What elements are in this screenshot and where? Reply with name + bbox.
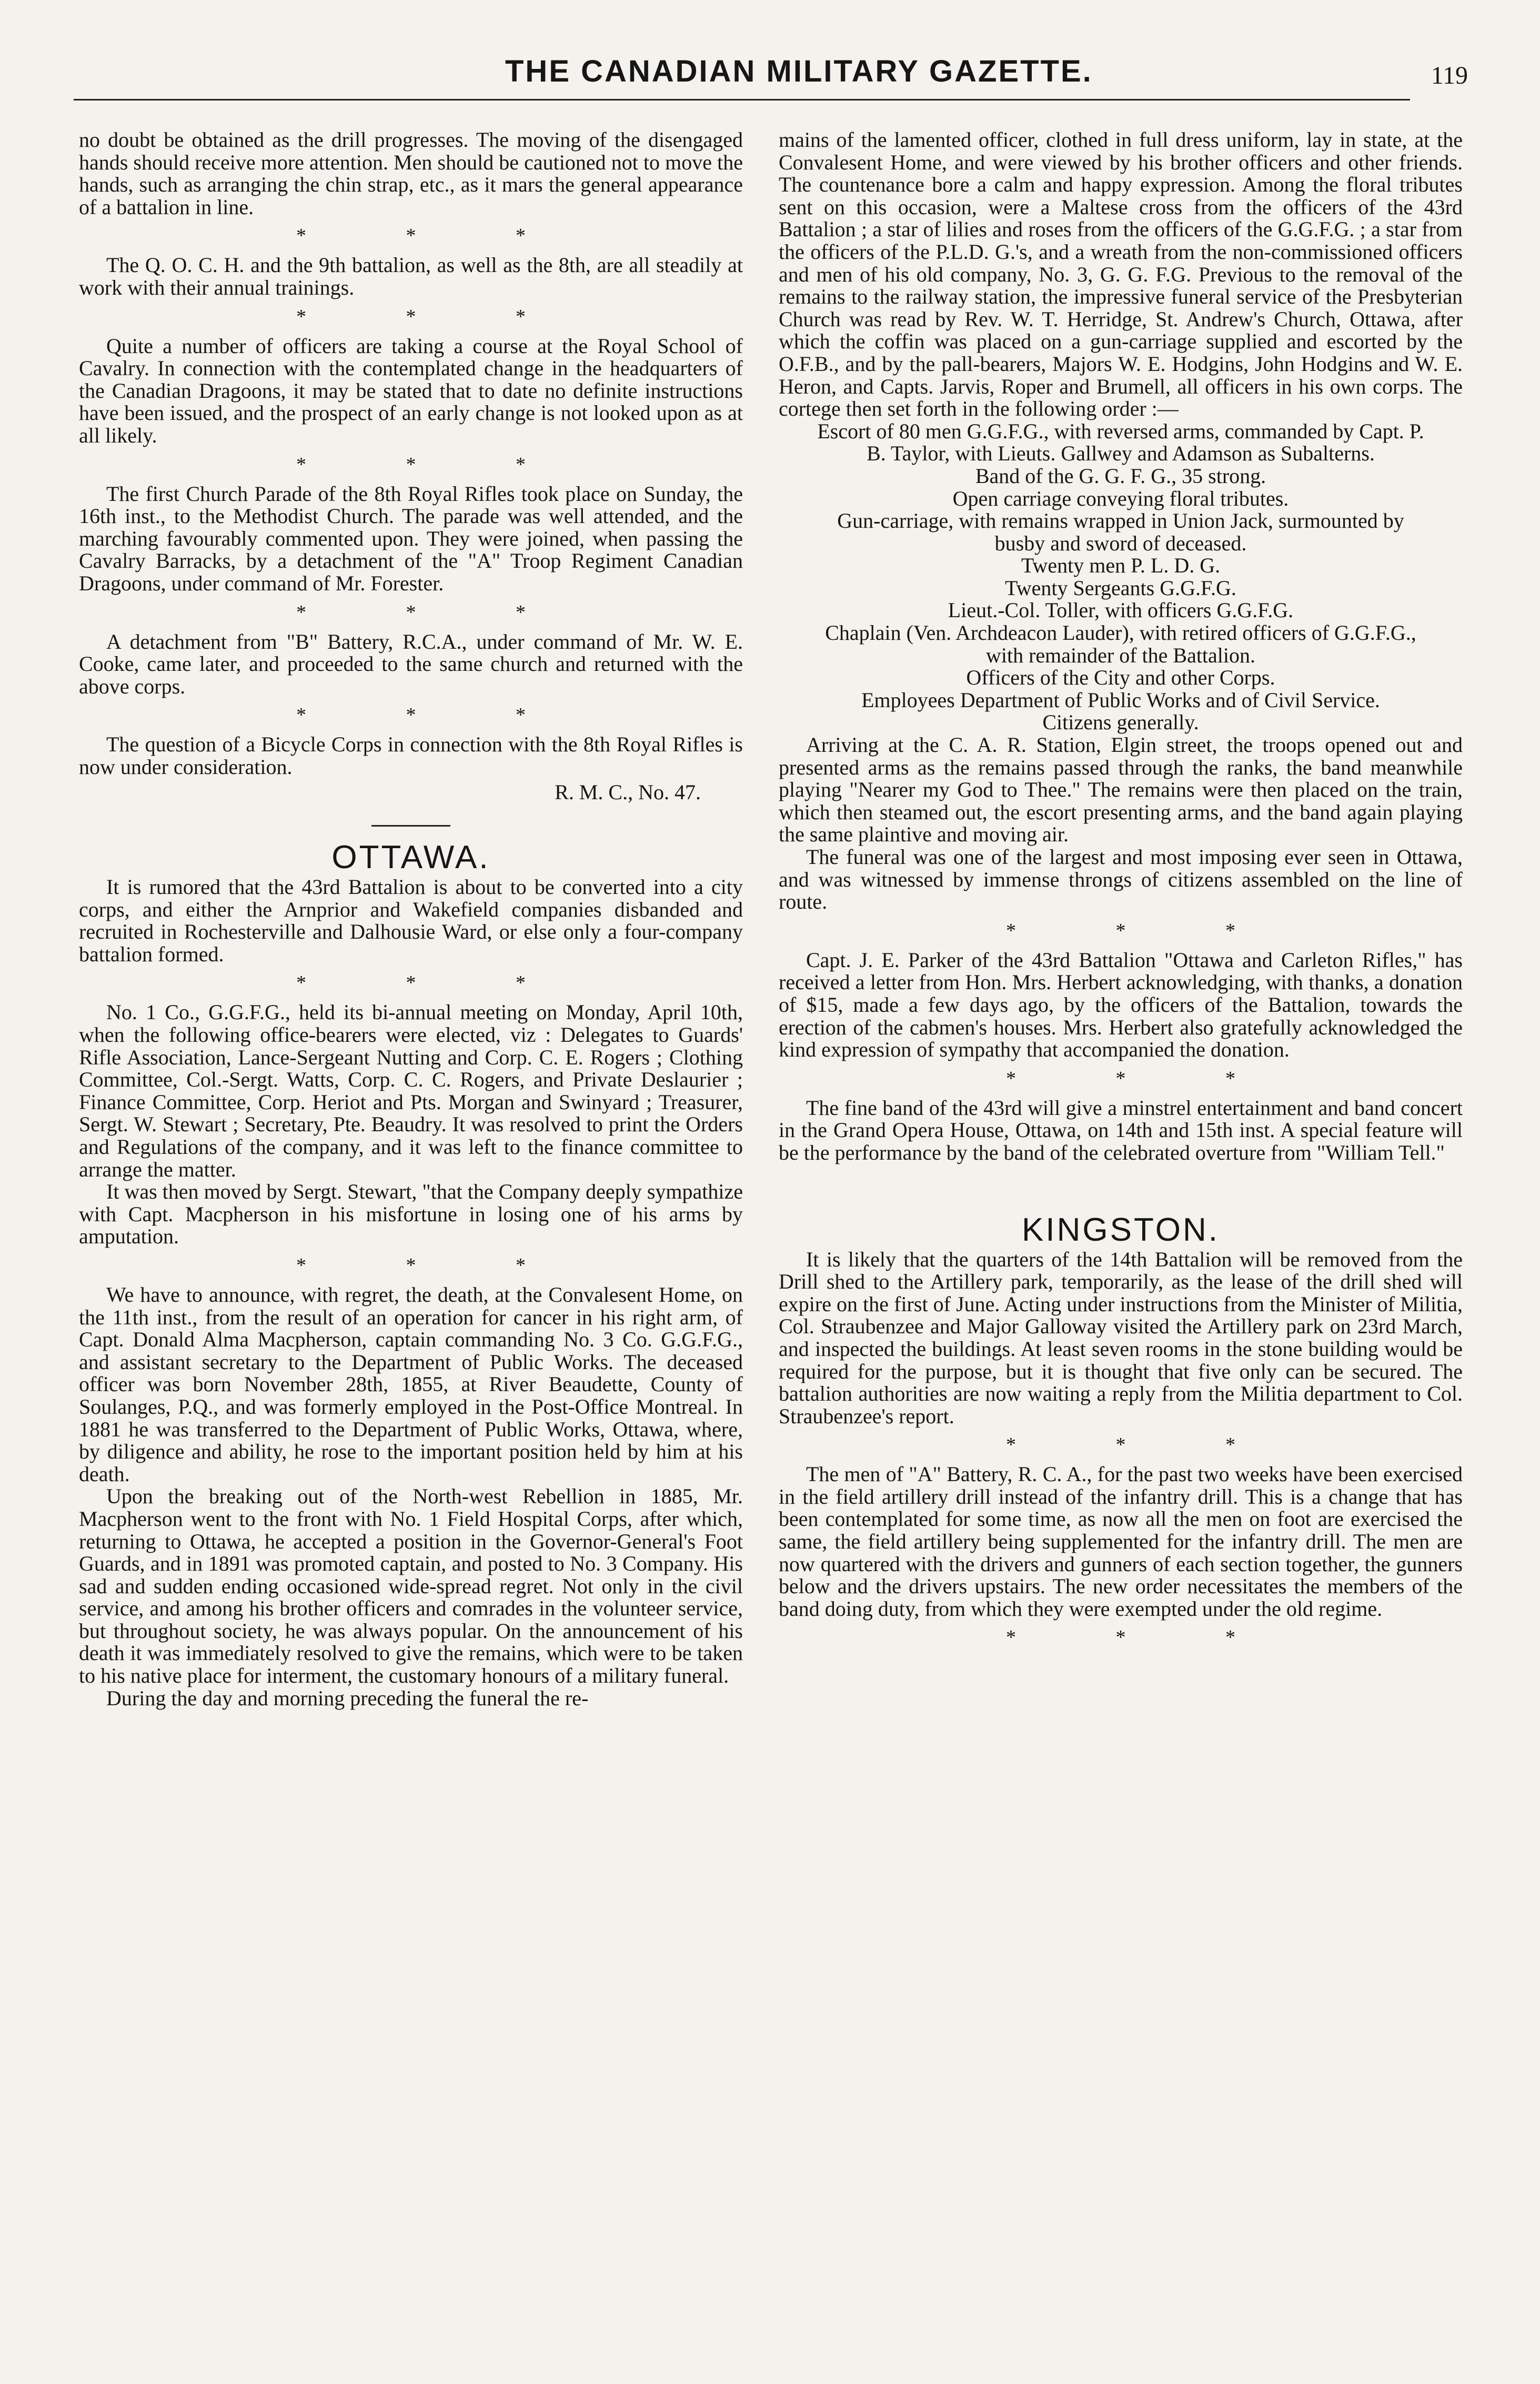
funeral-procession-order	[779, 420, 1463, 734]
section-separator: * * *	[296, 601, 573, 623]
article-paragraph: Quite a number of officers are taking a course at the Royal School of Cavalry. In connection with the contemplated change in the headquarters of the Canadian Dragoons, it may be stated that to date no definite instructions have been issued, and the prospect of an early change is not looked upon as at all likely.	[79, 334, 743, 447]
procession-line: Gun-carriage, with remains wrapped in Union Jack, surmounted by busby and sword of deceased.	[837, 509, 1404, 555]
correspondent-signature: R. M. C., No. 47.	[555, 780, 701, 804]
page-number: 119	[1431, 62, 1468, 89]
left-column	[79, 129, 743, 1709]
article-paragraph: It was then moved by Sergt. Stewart, "that the Company deeply sympathize with Capt. Macpherson in his misfortune in losing one of his arms by amputation.	[79, 1180, 743, 1249]
procession-line: Escort of 80 men G.G.F.G., with reversed arms, commanded by Capt. P. B. Taylor, with Lieuts. Gallwey and Adamson as Subalterns.	[817, 419, 1424, 466]
section-separator: * * *	[1006, 1626, 1283, 1649]
article-paragraph: The first Church Parade of the 8th Royal Rifles took place on Sunday, the 16th inst., to the Methodist Church. The parade was well attended, and the marching favourably commented upon. They were joined, when passing the Cavalry Barracks, by a detachment of the "A" Troop Regiment Canadian Dragoons, under command of Mr. Forester.	[79, 481, 743, 595]
procession-line: Employees Department of Public Works and of Civil Service.	[861, 688, 1380, 712]
article-paragraph: mains of the lamented officer, clothed in full dress uniform, lay in state, at the Convalesent Home, and were viewed by his brother officers and other friends. The countenance bore a calm and happy expression. Among the floral tributes sent on this occasion, were a Maltese cross from the officers of the 43rd Battalion ; a star of lilies and roses from the officers of the G.G.F.G. ; a star from the officers of the P.L.D. G.'s, and a wreath from the non-commissioned officers and men of his old company, No. 3, G. G. F.G. Previous to the removal of the remains to the railway station, the impressive funeral service of the Presbyterian Church was read by Rev. W. T. Herridge, St. Andrew's Church, Ottawa, after which the coffin was placed on a gun-carriage supplied and escorted by the O.F.B., and by the pall-bearers, Majors W. E. Hodgins, John Hodgins and W. E. Heron, and Capts. Jarvis, Roper and Brumell, all officers in his own corps. The cortege then set forth in the following order :—	[779, 128, 1463, 421]
column-spacer	[779, 1164, 1463, 1212]
procession-line: Officers of the City and other Corps.	[966, 666, 1275, 690]
section-separator: * * *	[296, 972, 573, 994]
article-paragraph: It is rumored that the 43rd Battalion is about to be converted into a city corps, and either the Arnprior and Wakefield companies disbanded and recruited in Rochesterville and Dalhousie Ward, or else only a four-company battalion formed.	[79, 875, 743, 966]
section-heading-kingston: KINGSTON.	[1022, 1211, 1220, 1248]
procession-line: Citizens generally.	[1042, 710, 1199, 735]
section-separator: * * *	[296, 453, 573, 476]
section-separator: * * *	[296, 225, 573, 247]
procession-line: Open carriage conveying floral tributes.	[952, 486, 1289, 510]
section-separator: * * *	[1006, 919, 1283, 942]
section-separator: * * *	[1006, 1067, 1283, 1090]
article-paragraph: The fine band of the 43rd will give a minstrel entertainment and band concert in the Grand Opera House, Ottawa, on 14th and 15th inst. A special feature will be the performance by the band of the celebrated overture from "William Tell."	[779, 1095, 1463, 1164]
procession-line: Band of the G. G. F. G., 35 strong.	[975, 464, 1266, 488]
article-paragraph: We have to announce, with regret, the death, at the Convalesent Home, on the 11th inst., from the result of an operation for cancer in his right arm, of Capt. Donald Alma Macpherson, captain commanding No. 3 Co. G.G.F.G., and assistant secretary to the Department of Public Works. The deceased officer was born November 28th, 1855, at River Beaudette, County of Soulanges, P.Q., and was formerly employed in the Post-Office Montreal. In 1881 he was transferred to the Department of Public Works, Ottawa, where, by diligence and ability, he rose to the important position held by him at his death.	[79, 1282, 743, 1486]
masthead	[74, 48, 1468, 106]
page-title: THE CANADIAN MILITARY GAZETTE.	[505, 54, 1093, 88]
article-paragraph: no doubt be obtained as the drill progresses. The moving of the disengaged hands should receive more attention. Men should be cautioned not to move the hands, such as arranging the chin strap, etc., as it mars the general appearance of a battalion in line.	[79, 128, 743, 219]
article-paragraph: It is likely that the quarters of the 14th Battalion will be removed from the Drill shed to the Artillery park, temporarily, as the lease of the drill shed will expire on the first of June. Acting under instructions from the Minister of Militia, Col. Straubenzee and Major Galloway visited the Artillery park on 23rd March, and inspected the buildings. At least seven rooms in the stone building would be required for the purpose, but it is thought that five only can be secured. The battalion authorities are now waiting a reply from the Militia department to Col. Straubenzee's report.	[779, 1247, 1463, 1428]
procession-line: Lieut.-Col. Toller, with officers G.G.F.G.	[948, 598, 1294, 622]
article-paragraph: Capt. J. E. Parker of the 43rd Battalion "Ottawa and Carleton Rifles," has received a letter from Hon. Mrs. Herbert acknowledging, with thanks, a donation of $15, made a few days ago, by the officers of the Battalion, towards the erection of the cabmen's houses. Mrs. Herbert also gratefully acknowledged the kind expression of sympathy that accompanied the donation.	[779, 948, 1463, 1062]
article-paragraph: Upon the breaking out of the North-west Rebellion in 1885, Mr. Macpherson went to the front with No. 1 Field Hospital Corps, after which, returning to Ottawa, he accepted a position in the Governor-General's Foot Guards, and in 1891 was promoted captain, and posted to No. 3 Company. His sad and sudden ending occasioned wide-spread regret. Not only in the civil service, and among his brother officers and comrades in the volunteer service, but throughout society, he was always popular. On the announcement of his death it was immediately resolved to give the remains, which were to be taken to his native place for interment, the customary honours of a military funeral.	[79, 1484, 743, 1688]
procession-line: Twenty men P. L. D. G.	[1021, 554, 1221, 578]
section-separator: * * *	[296, 704, 573, 727]
article-paragraph: A detachment from "B" Battery, R.C.A., under command of Mr. W. E. Cooke, came later, and proceeded to the same church and returned with the above corps.	[79, 629, 743, 698]
procession-line: Twenty Sergeants G.G.F.G.	[1005, 576, 1236, 600]
heading-rule	[371, 825, 450, 827]
header-rule	[74, 99, 1410, 100]
article-paragraph: Arriving at the C. A. R. Station, Elgin street, the troops opened out and presented arms as the remains passed through the ranks, the band meanwhile playing "Nearer my God to Thee." The remains were then placed on the train, which then steamed out, the escort presenting arms, and the band again playing the same plaintive and moving air.	[779, 733, 1463, 847]
article-paragraph: The Q. O. C. H. and the 9th battalion, as well as the 8th, are all steadily at work with their annual trainings.	[79, 253, 743, 299]
article-paragraph: During the day and morning preceding the funeral the re-	[106, 1686, 589, 1710]
section-separator: * * *	[296, 1254, 573, 1276]
section-separator: * * *	[296, 305, 573, 328]
section-separator: * * *	[1006, 1434, 1283, 1456]
procession-line: Chaplain (Ven. Archdeacon Lauder), with retired officers of G.G.F.G., with remainder of the Battalion.	[825, 621, 1416, 667]
section-heading-ottawa: OTTAWA.	[331, 839, 490, 876]
right-column	[779, 129, 1463, 1656]
article-paragraph: The funeral was one of the largest and most imposing ever seen in Ottawa, and was witnessed by immense throngs of citizens assembled on the line of route.	[779, 845, 1463, 914]
article-paragraph: The question of a Bicycle Corps in connection with the 8th Royal Rifles is now under consideration.	[79, 732, 743, 779]
article-paragraph: The men of "A" Battery, R. C. A., for the past two weeks have been exercised in the field artillery drill instead of the infantry drill. This is a change that has been contemplated for some time, as now all the men on foot are exercised the same, the field artillery being supplemented for the infantry drill. The men are now quartered with the drivers and gunners of each section together, the gunners below and the drivers upstairs. The new order necessitates the members of the band doing duty, from which they were exempted under the old regime.	[779, 1462, 1463, 1621]
article-paragraph: No. 1 Co., G.G.F.G., held its bi-annual meeting on Monday, April 10th, when the following office-bearers were elected, viz : Delegates to Guards' Rifle Association, Lance-Sergeant Nutting and Corp. C. E. Rogers ; Clothing Committee, Col.-Sergt. Watts, Corp. C. C. Rogers, and Private Deslaurier ; Finance Committee, Corp. Heriot and Pts. Morgan and Swinyard ; Treasurer, Sergt. W. Stewart ; Secretary, Pte. Beaudry. It was resolved to print the Orders and Regulations of the company, and it was left to the finance committee to arrange the matter.	[79, 1000, 743, 1181]
